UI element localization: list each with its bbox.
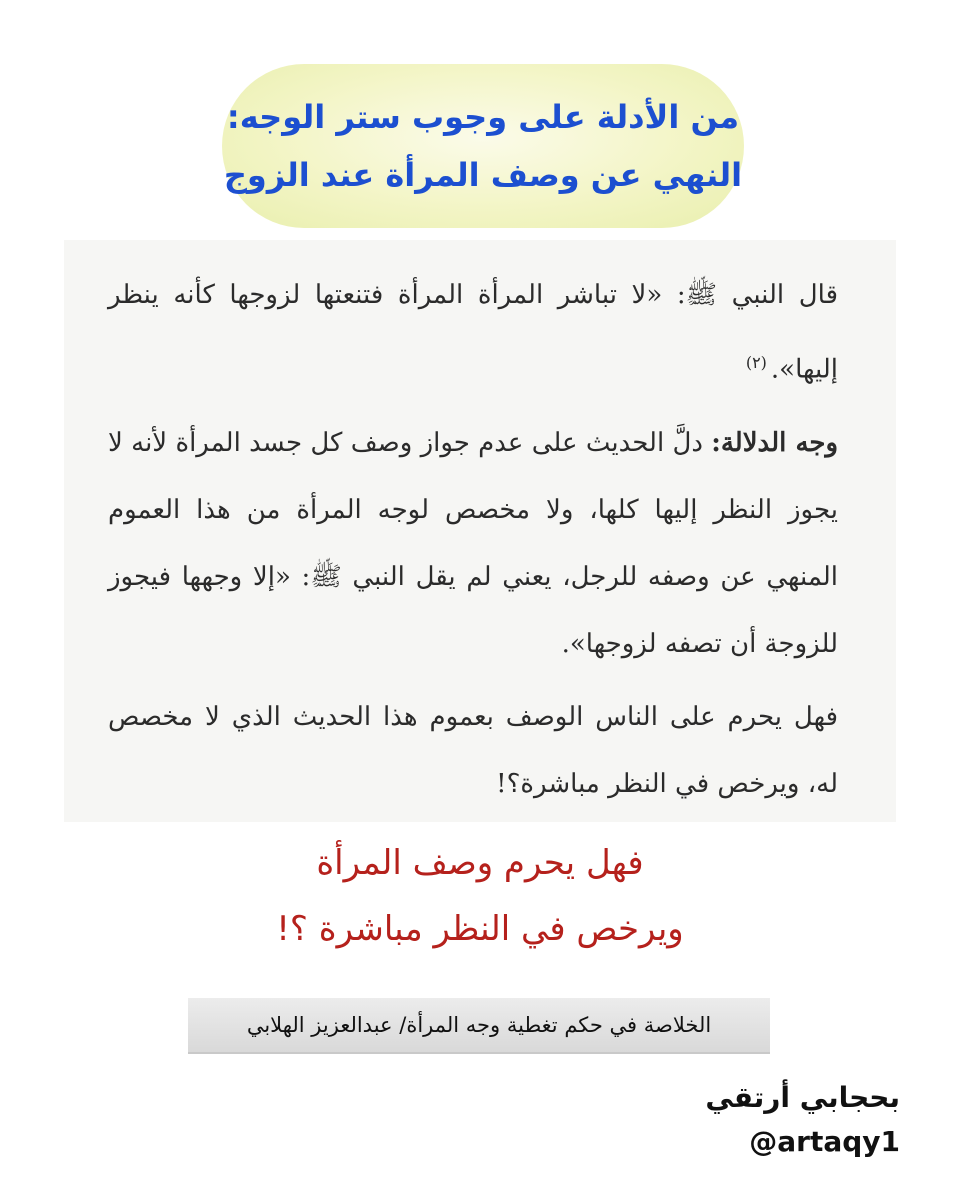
question-paragraph: فهل يحرم على الناس الوصف بعموم هذا الحديث الذي لا مخصص له، ويرخص في النظر مباشرة؟! [108,701,838,799]
hadith-text: قال النبي ﷺ: «لا تباشر المرأة المرأة فتنعتها لزوجها كأنه ينظر إليها». [108,280,838,385]
title-line-2: النهي عن وصف المرأة عند الزوج [223,156,743,194]
evidence-label: وجه الدلالة: [711,427,839,458]
title-line-1: من الأدلة على وجوب ستر الوجه: [226,98,740,136]
source-citation: الخلاصة في حكم تغطية وجه المرأة/ عبدالعزيز الهلابي [188,998,770,1054]
book-excerpt [64,240,896,822]
account-signature [640,1076,900,1164]
highlighted-question [120,830,840,962]
hadith-paragraph [108,262,838,404]
highlighted-question-line-2: ويرخص في النظر مباشرة ؟! [276,909,684,949]
title-banner [222,64,744,228]
footnote-marker: (٢) [745,353,767,372]
evidence-text: دلَّ الحديث على عدم جواز وصف كل جسد المرأة لأنه لا يجوز النظر إليها كلها، ولا مخصص لوجه المرأة من هذا العموم المنهي عن وصفه للرجل، يعني لم يقل النبي ﷺ: «إلا وجهها فيجوز للزوجة أن تصفه لزوجها». [108,427,838,659]
evidence-paragraph [108,410,838,678]
account-handle: @artaqy1 [749,1125,900,1158]
signature-slogan: بحجابي أرتقي [705,1081,900,1114]
highlighted-question-line-1: فهل يحرم وصف المرأة [316,843,644,883]
